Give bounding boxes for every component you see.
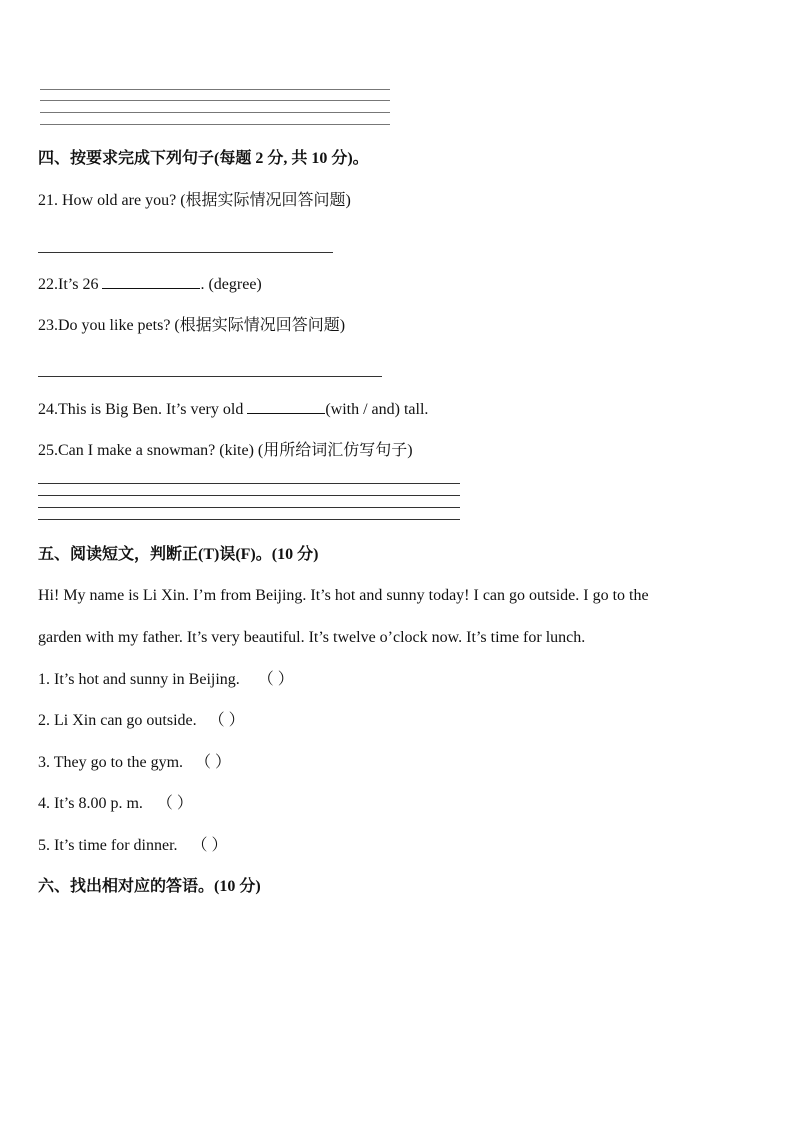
tf-item-text: 5. It’s time for dinner. — [38, 837, 178, 854]
question-24-hint: (with / and) tall. — [325, 401, 429, 418]
answer-line-25[interactable] — [38, 495, 460, 496]
answer-line-25[interactable] — [38, 519, 460, 520]
answer-line[interactable] — [40, 124, 390, 125]
question-22-text: 22.It’s 26 — [38, 276, 99, 293]
blank-22[interactable] — [102, 274, 200, 289]
section-4-heading: 四、按要求完成下列句子(每题 2 分, 共 10 分)。 — [38, 150, 369, 167]
answer-line-25[interactable] — [38, 507, 460, 508]
section-5-heading: 五、阅读短文，判断正(T)误(F)。(10 分) — [38, 546, 319, 563]
answer-parentheses[interactable]: （ ） — [195, 754, 232, 771]
tf-item-text: 3. They go to the gym. — [38, 754, 184, 771]
tf-item-text: 4. It’s 8.00 p. m. — [38, 795, 143, 812]
answer-parentheses[interactable]: （ ） — [191, 837, 228, 854]
answer-parentheses[interactable]: （ ） — [257, 671, 294, 688]
answer-line-23[interactable] — [38, 376, 382, 377]
answer-parentheses[interactable]: （ ） — [156, 795, 193, 812]
section-6-heading: 六、找出相对应的答语。(10 分) — [38, 878, 261, 895]
question-22 — [38, 274, 262, 295]
tf-item-3 — [38, 753, 231, 773]
answer-line-25[interactable] — [38, 483, 460, 484]
tf-item-4 — [38, 794, 193, 814]
answer-line[interactable] — [40, 100, 390, 101]
answer-parentheses[interactable]: （ ） — [208, 712, 245, 729]
answer-line-21[interactable] — [38, 252, 333, 253]
passage-line: garden with my father. It’s very beautiful. It’s twelve o’clock now. It’s time for lunch. — [38, 629, 586, 646]
answer-line[interactable] — [40, 89, 390, 90]
tf-item-text: 2. Li Xin can go outside. — [38, 712, 197, 729]
blank-24[interactable] — [247, 399, 325, 414]
question-24 — [38, 399, 428, 420]
tf-item-1 — [38, 670, 294, 690]
question-22-hint: . (degree) — [200, 276, 262, 293]
passage-line: Hi! My name is Li Xin. I’m from Beijing. It’s hot and sunny today! I can go outside. I go to the — [38, 587, 649, 604]
question-21: 21. How old are you? (根据实际情况回答问题) — [38, 192, 351, 209]
tf-item-text: 1. It’s hot and sunny in Beijing. — [38, 671, 240, 688]
question-24-text: 24.This is Big Ben. It’s very old — [38, 401, 244, 418]
tf-item-5 — [38, 836, 228, 856]
question-25: 25.Can I make a snowman? (kite) (用所给词汇仿写句子) — [38, 442, 413, 459]
answer-line[interactable] — [40, 112, 390, 113]
tf-item-2 — [38, 711, 245, 731]
question-23: 23.Do you like pets? (根据实际情况回答问题) — [38, 317, 346, 334]
